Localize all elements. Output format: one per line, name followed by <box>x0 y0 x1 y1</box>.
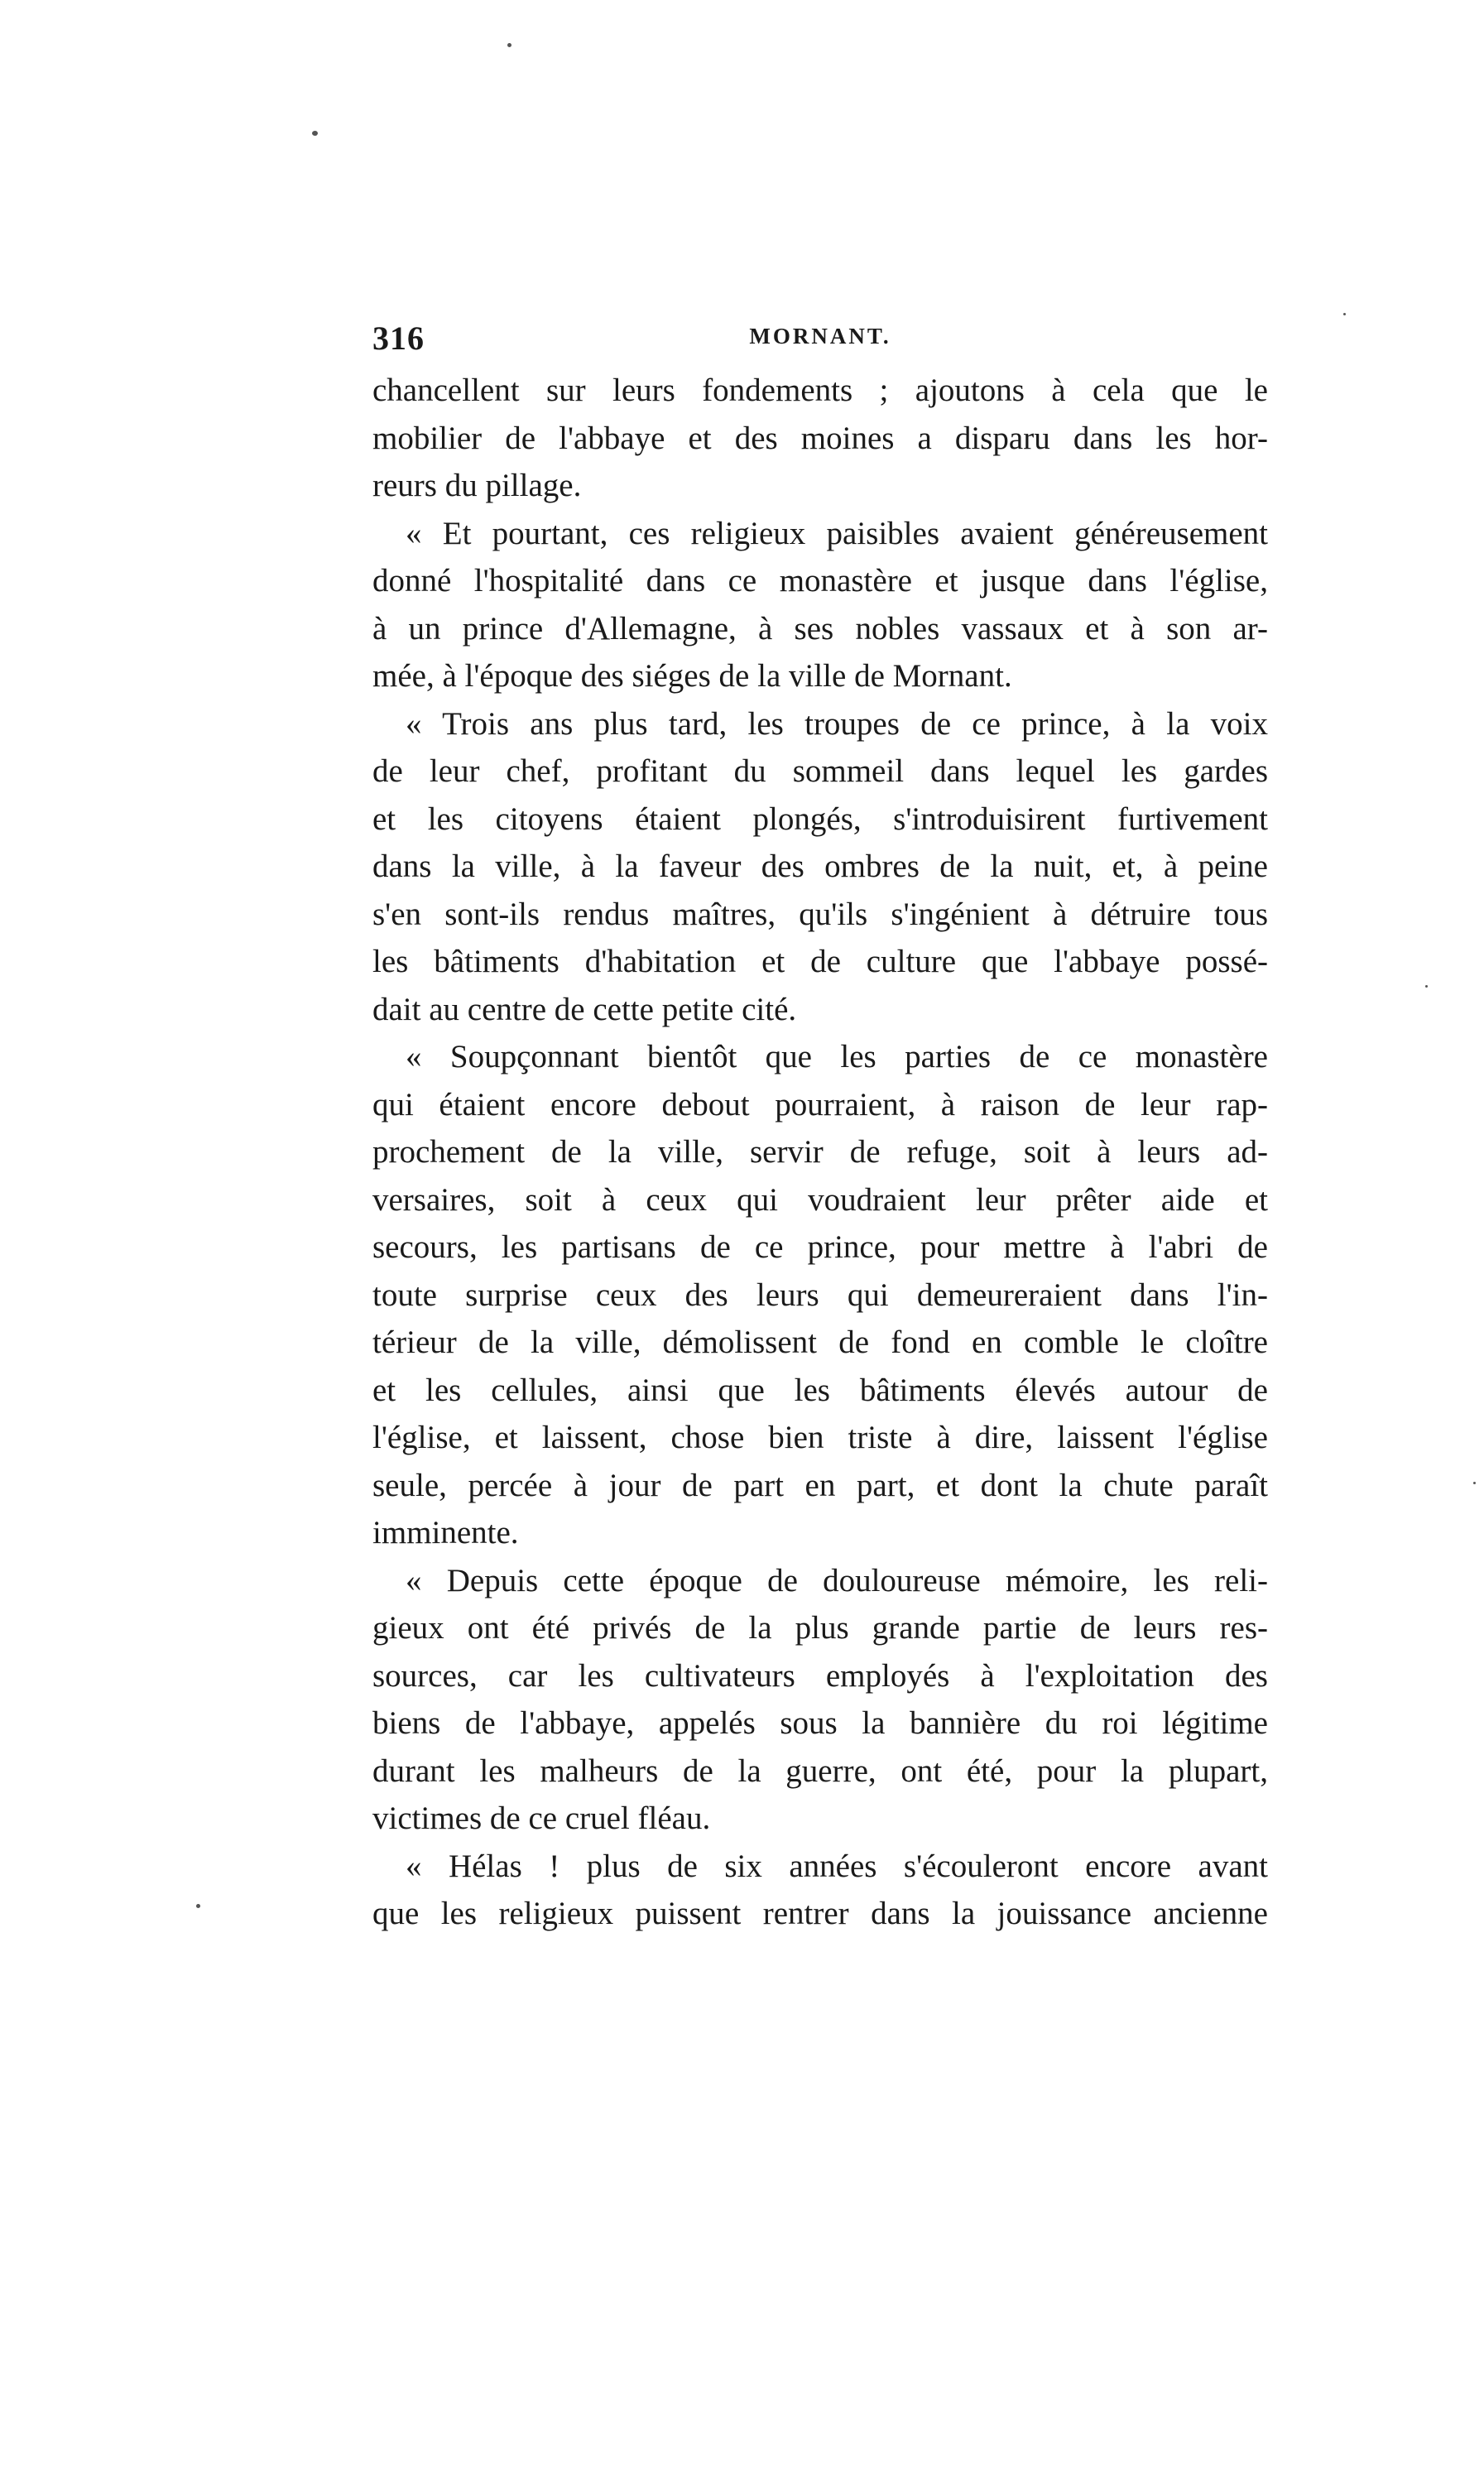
text-line: les bâtiments d'habitation et de culture que l'abbaye possé- <box>372 944 1268 979</box>
text-line: chancellent sur leurs fondements ; ajoutons à cela que le <box>372 373 1268 408</box>
scan-speck <box>312 131 318 136</box>
text-line: victimes de ce cruel fléau. <box>372 1800 711 1836</box>
text-line: biens de l'abbaye, appelés sous la bannière du roi légitime <box>372 1705 1268 1741</box>
text-line: versaires, soit à ceux qui voudraient leur prêter aide et <box>372 1181 1268 1218</box>
text-line: dans la ville, à la faveur des ombres de la nuit, et, à peine <box>372 849 1268 884</box>
scan-speck <box>196 1904 200 1908</box>
text-line: térieur de la ville, démolissent de fond en comble le cloître <box>372 1324 1268 1360</box>
scan-speck <box>507 43 511 47</box>
text-line: « Trois ans plus tard, les troupes de ce prince, à la voix <box>406 705 1268 742</box>
text-line: l'église, et laissent, chose bien triste à dire, laissent l'église <box>372 1420 1268 1455</box>
text-line: à un prince d'Allemagne, à ses nobles vassaux et à son ar- <box>372 610 1268 647</box>
text-line: « Hélas ! plus de six années s'écouleront encore avant <box>406 1848 1268 1884</box>
text-line: mobilier de l'abbaye et des moines a disparu dans les hor- <box>372 420 1268 456</box>
text-line: s'en sont-ils rendus maîtres, qu'ils s'ingénient à détruire tous <box>372 896 1268 932</box>
text-line: durant les malheurs de la guerre, ont été, pour la plupart, <box>372 1752 1268 1789</box>
text-line: « Et pourtant, ces religieux paisibles avaient généreusement <box>406 515 1268 551</box>
text-line: imminente. <box>372 1515 519 1550</box>
body-text <box>372 367 1268 1938</box>
text-line: sources, car les cultivateurs employés à l'exploitation des <box>372 1657 1268 1694</box>
scan-speck <box>1473 1482 1476 1484</box>
scan-speck <box>1425 985 1428 988</box>
text-line: donné l'hospitalité dans ce monastère et jusque dans l'église, <box>372 563 1268 599</box>
text-line: dait au centre de cette petite cité. <box>372 991 797 1027</box>
text-line: et les citoyens étaient plongés, s'introduisirent furtivement <box>372 800 1268 837</box>
text-line: toute surprise ceux des leurs qui demeureraient dans l'in- <box>372 1276 1268 1313</box>
text-line: de leur chef, profitant du sommeil dans lequel les gardes <box>372 753 1268 789</box>
text-line: qui étaient encore debout pourraient, à raison de leur rap- <box>372 1086 1268 1123</box>
text-line: gieux ont été privés de la plus grande partie de leurs res- <box>372 1610 1268 1646</box>
text-line: « Depuis cette époque de douloureuse mémoire, les reli- <box>406 1562 1268 1598</box>
page-header <box>372 319 1268 360</box>
text-line: et les cellules, ainsi que les bâtiments élevés autour de <box>372 1372 1268 1408</box>
text-line: prochement de la ville, servir de refuge, soit à leurs ad- <box>372 1134 1268 1170</box>
text-line: secours, les partisans de ce prince, pour mettre à l'abri de <box>372 1229 1268 1265</box>
text-line: reurs du pillage. <box>372 468 582 503</box>
page-number: 316 <box>372 320 425 357</box>
scan-speck <box>1343 313 1346 315</box>
text-line: mée, à l'époque des siéges de la ville de Mornant. <box>372 658 1012 694</box>
running-title: MORNANT. <box>749 324 891 349</box>
text-line: « Soupçonnant bientôt que les parties de ce monastère <box>406 1039 1268 1074</box>
text-line: que les religieux puissent rentrer dans la jouissance ancienne <box>372 1896 1268 1931</box>
text-line: seule, percée à jour de part en part, et dont la chute paraît <box>372 1467 1268 1503</box>
